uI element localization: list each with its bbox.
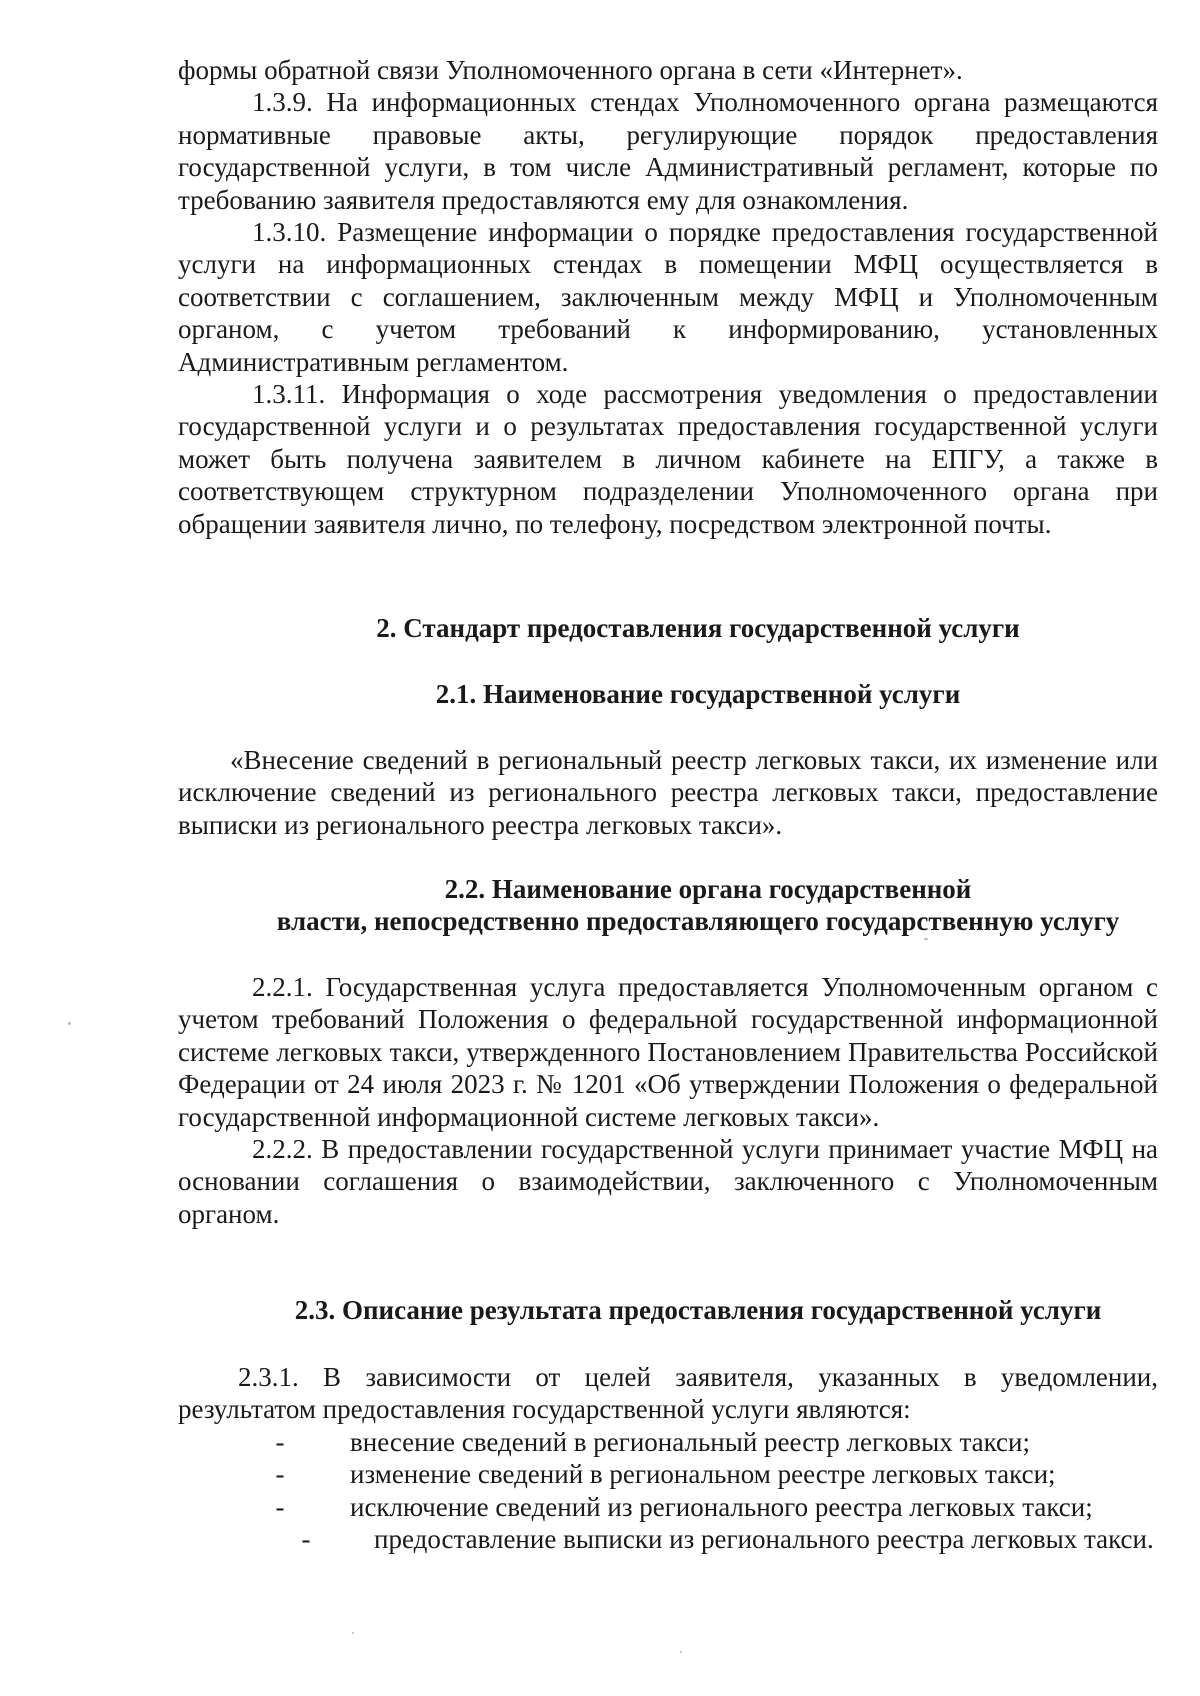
paragraph-1-3-10: 1.3.10. Размещение информации о порядке предоставления государственной услуги на информационных стендах в помещении МФЦ осуществляется в соответствии с соглашением, заключенным между МФЦ и Уполномоченным органом, с учетом требований к информированию, установленных Административным регламентом. xyxy=(178,217,1158,377)
result-list-item xyxy=(178,1426,1158,1458)
paragraph-2-2-2: 2.2.2. В предоставлении государственной услуги принимает участие МФЦ на основании соглашения о взаимодействии, заключенного с Уполномоченным органом. xyxy=(178,1134,1158,1229)
section-2-3-heading: 2.3. Описание результата предоставления государственной услуги xyxy=(294,1295,1102,1325)
result-item-text: предоставление выписки из регионального реестра легковых такси. xyxy=(374,1524,1154,1555)
section-2-3-heading-block xyxy=(178,1294,1158,1326)
paragraph-1-3-9: 1.3.9. На информационных стендах Уполномоченного органа размещаются нормативные правовые акты, регулирующие порядок предоставления государственной услуги, в том числе Административный регламент, которые по требованию заявителя предоставляются ему для ознакомления. xyxy=(178,87,1158,215)
scan-speck xyxy=(680,1651,682,1653)
scan-speck xyxy=(68,1022,71,1025)
paragraph-2-3-1: 2.3.1. В зависимости от целей заявителя, указанных в уведомлении, результатом предоставления государственной услуги являются: xyxy=(178,1362,1158,1425)
scan-speck xyxy=(924,938,928,940)
section-2-2-text-block xyxy=(178,971,1158,1230)
result-item-text: изменение сведений в региональном реестре легковых такси; xyxy=(350,1459,1056,1490)
result-list-item xyxy=(178,1458,1158,1490)
text-block-top xyxy=(178,54,1158,540)
section-2-2-heading-line2: власти, непосредственно предоставляющего государственную услугу xyxy=(276,906,1120,937)
paragraph-intro-end: формы обратной связи Уполномоченного органа в сети «Интернет». xyxy=(178,55,963,85)
result-list-item-last xyxy=(178,1523,1158,1555)
dash-marker: - xyxy=(275,1459,285,1490)
paragraph-2-1: «Внесение сведений в региональный реестр легковых такси, их изменение или исключение сведений из регионального реестра легковых такси, предоставление выписки из регионального реестра легковых такси». xyxy=(178,745,1158,840)
paragraph-2-2-1: 2.2.1. Государственная услуга предоставляется Уполномоченным органом с учетом требований Положения о федеральной государственной информационной системе легковых такси, утвержденного Постановлением Правительства Российской Федерации от 24 июля 2023 г. № 1201 «Об утверждении Положения о федеральной государственной информационной системе легковых такси». xyxy=(178,972,1158,1132)
section-2-2-heading-block xyxy=(178,873,1158,938)
section-2-1-text-block xyxy=(178,744,1158,841)
result-item-text: исключение сведений из регионального реестра легковых такси; xyxy=(350,1491,1093,1522)
section-2-1-heading: 2.1. Наименование государственной услуги xyxy=(435,679,961,709)
section-2-heading-block xyxy=(178,612,1158,644)
scan-speck xyxy=(352,1632,354,1634)
dash-marker: - xyxy=(275,1426,285,1457)
section-2-2-heading-line1: 2.2. Наименование органа государственной xyxy=(444,874,972,904)
result-list-item xyxy=(178,1491,1158,1523)
section-2-heading: 2. Стандарт предоставления государственной услуги xyxy=(376,613,1020,643)
dash-marker: - xyxy=(275,1491,285,1522)
section-2-1-heading-block xyxy=(178,678,1158,710)
paragraph-1-3-11: 1.3.11. Информация о ходе рассмотрения уведомления о предоставлении государственной услуги и о результатах предоставления государственной услуги может быть получена заявителем в личном кабинете на ЕПГУ, а также в соответствующем структурном подразделении Уполномоченного органа при обращении заявителя лично, по телефону, посредством электронной почты. xyxy=(178,379,1158,539)
dash-marker: - xyxy=(301,1524,311,1555)
result-item-text: внесение сведений в региональный реестр легковых такси; xyxy=(350,1426,1030,1457)
section-2-3-text-block xyxy=(178,1361,1158,1555)
